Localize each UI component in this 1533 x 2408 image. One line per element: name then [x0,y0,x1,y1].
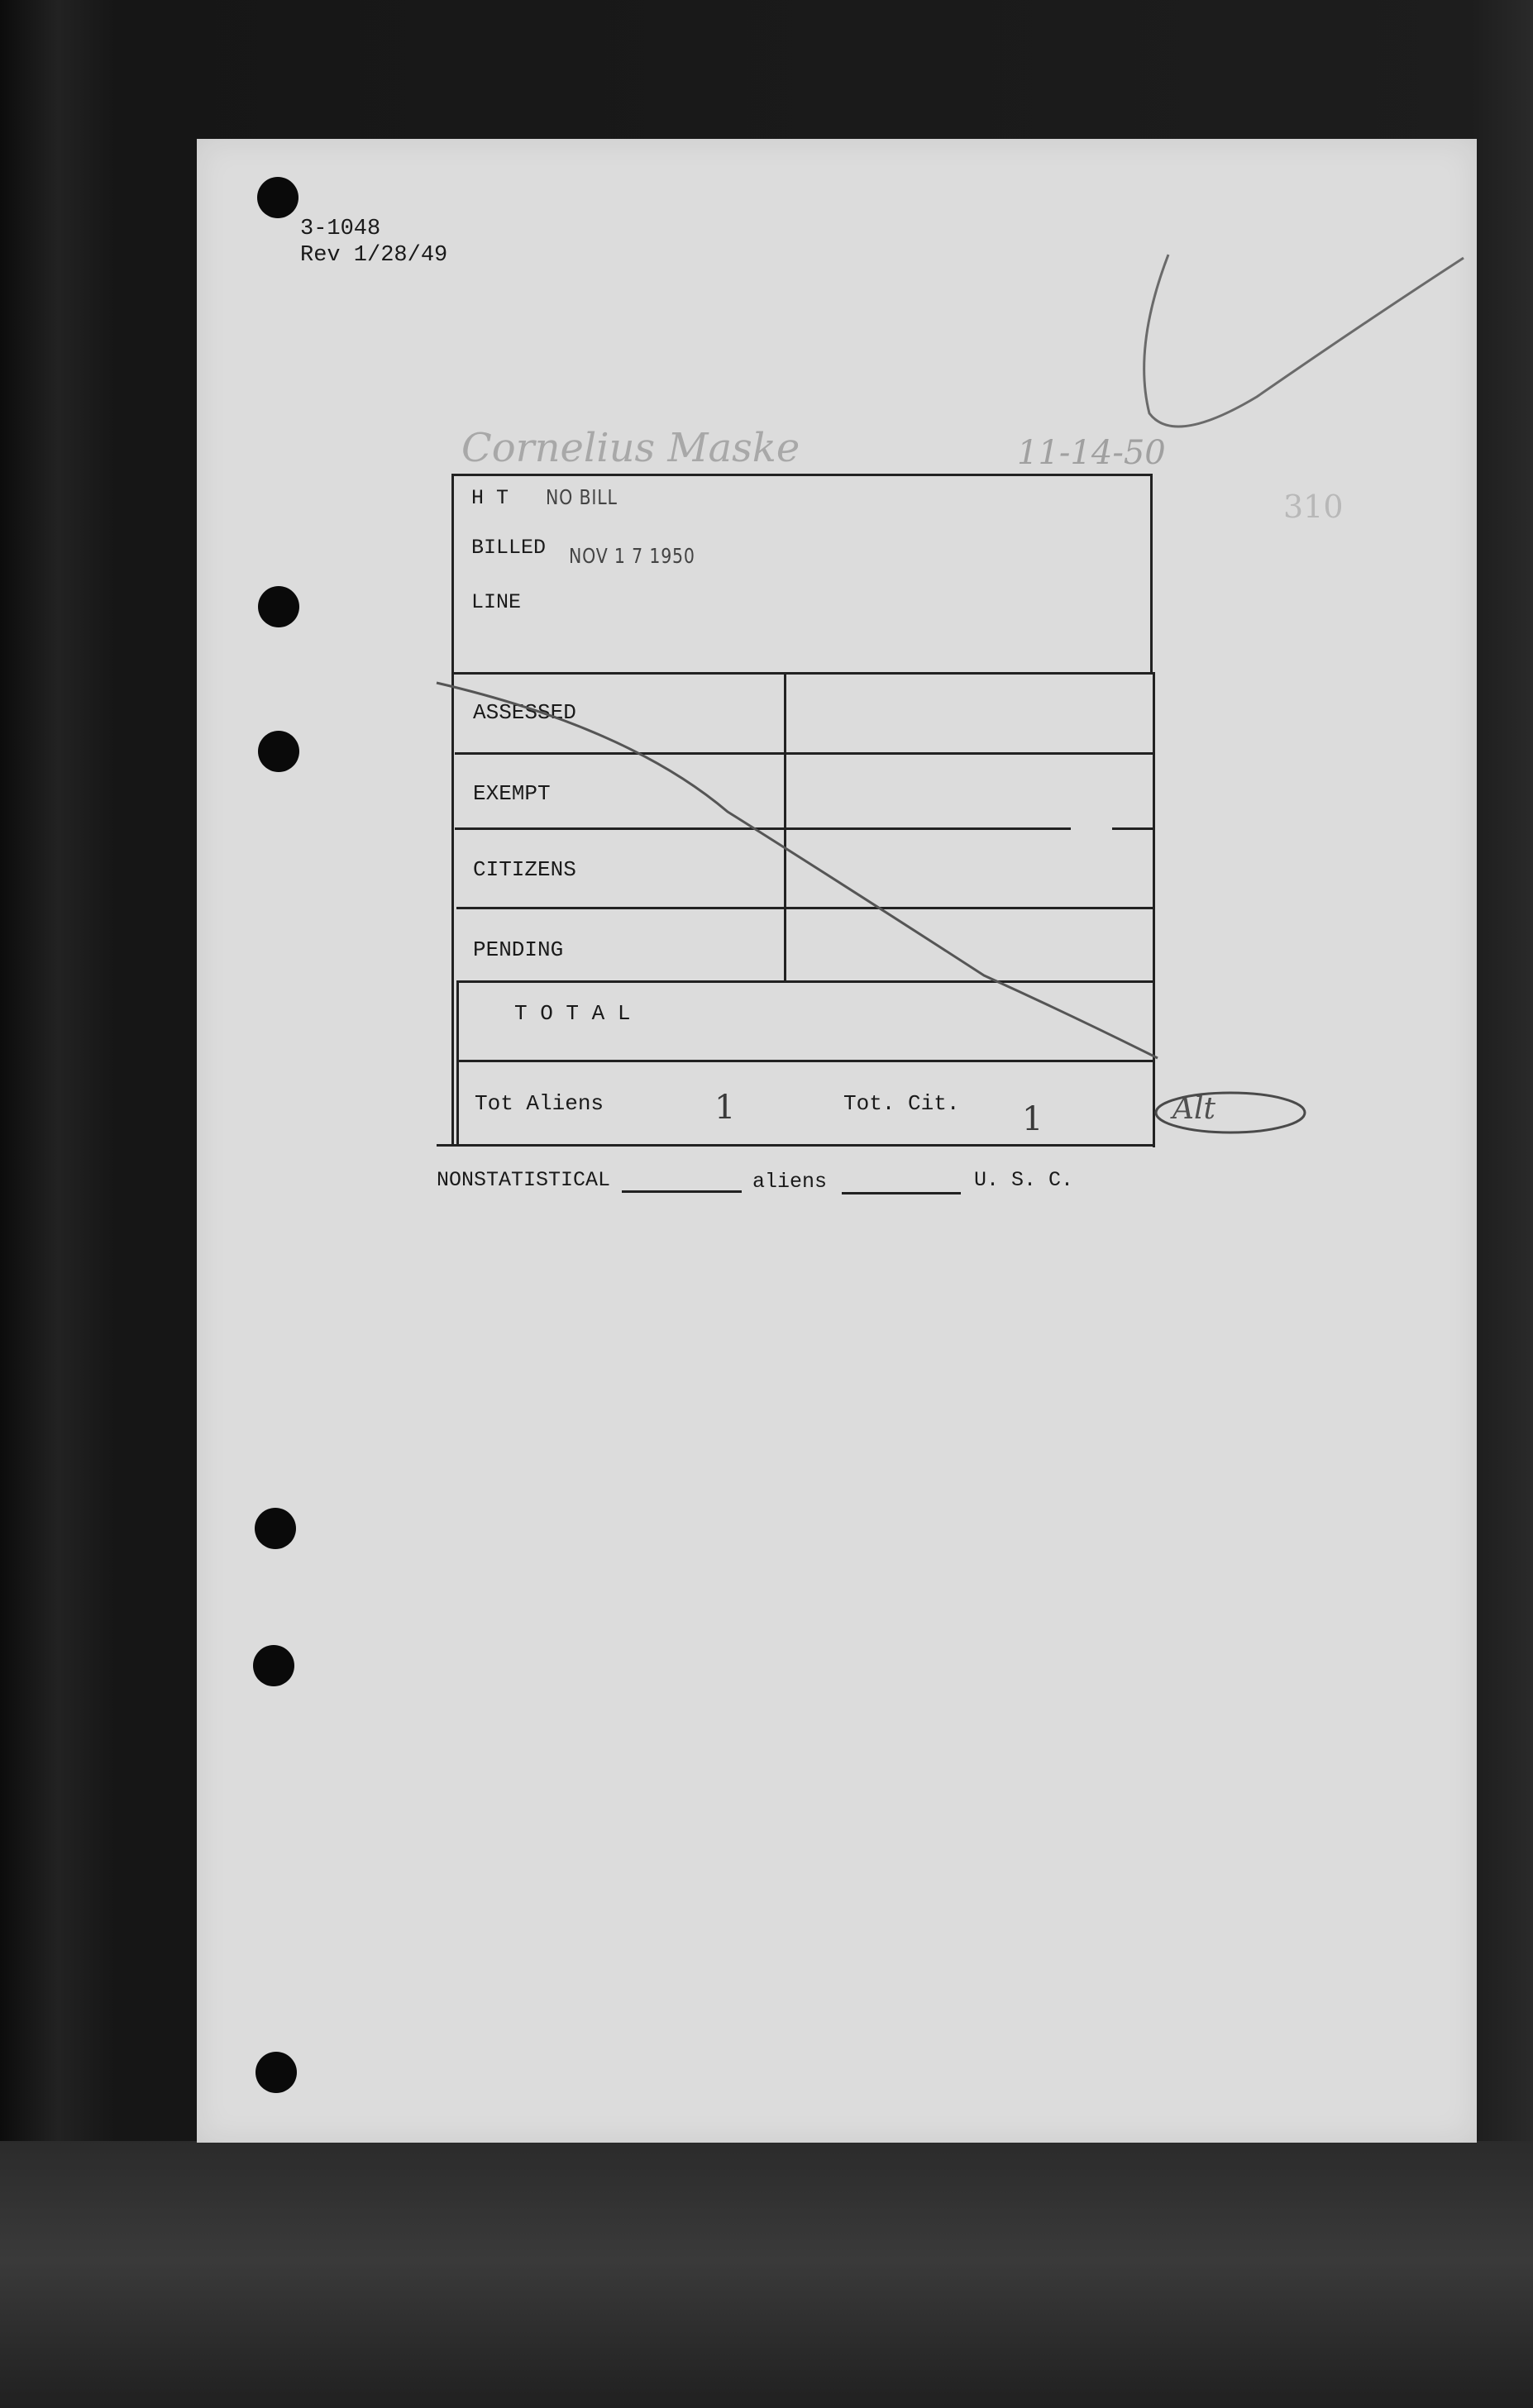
row-label-citizens: CITIZENS [473,857,576,882]
billed-date-stamp: NOV 1 7 1950 [569,544,695,568]
column-divider [784,672,786,982]
box-top-border [451,474,1151,476]
table-top-line [453,672,1153,675]
row-label-pending: PENDING [473,937,564,962]
tot-aliens-value: 1 [714,1089,736,1127]
box-right-border-lower [1153,672,1155,1147]
punch-hole [253,1645,294,1686]
tot-aliens-label: Tot Aliens [475,1091,604,1116]
total-divider [456,1060,1155,1062]
punch-hole [255,1508,296,1549]
total-label: T O T A L [514,1001,631,1026]
handwritten-name: Cornelius Maske [461,425,800,471]
box-right-border [1150,474,1153,672]
aliens-blank [842,1192,961,1194]
scan-bottom-margin [0,2141,1533,2408]
form-number: 3-1048 [300,217,381,241]
nonstatistical-label: NONSTATISTICAL [437,1168,611,1192]
usc-label: U. S. C. [974,1168,1074,1192]
faint-number: 310 [1283,489,1344,525]
ht-stamp: NO BILL [546,485,618,509]
punch-hole [258,731,299,772]
aliens-label: aliens [752,1170,828,1194]
billed-label: BILLED [471,536,547,560]
punch-hole [257,177,298,218]
row-divider-end [1112,827,1153,830]
box-left-border [451,474,454,1145]
form-revision: Rev 1/28/49 [300,243,448,268]
ht-label: H T [471,486,509,510]
row-divider [456,907,1153,909]
nonstatistical-blank [622,1190,742,1193]
document-page [197,139,1477,2143]
total-left-border [456,980,459,1146]
row-label-assessed: ASSESSED [473,700,576,725]
line-label: LINE [471,590,522,614]
tot-cit-value: 1 [1022,1100,1043,1138]
punch-hole [256,2052,297,2093]
handwritten-date: 11-14-50 [1017,434,1166,472]
table-bottom-line [437,1144,1155,1147]
row-label-exempt: EXEMPT [473,781,551,806]
row-divider [455,827,1071,830]
tot-cit-label: Tot. Cit. [843,1091,960,1116]
row-divider [455,752,1153,755]
circled-note: Alt [1172,1092,1215,1126]
punch-hole [258,586,299,627]
row-divider [456,980,1153,983]
